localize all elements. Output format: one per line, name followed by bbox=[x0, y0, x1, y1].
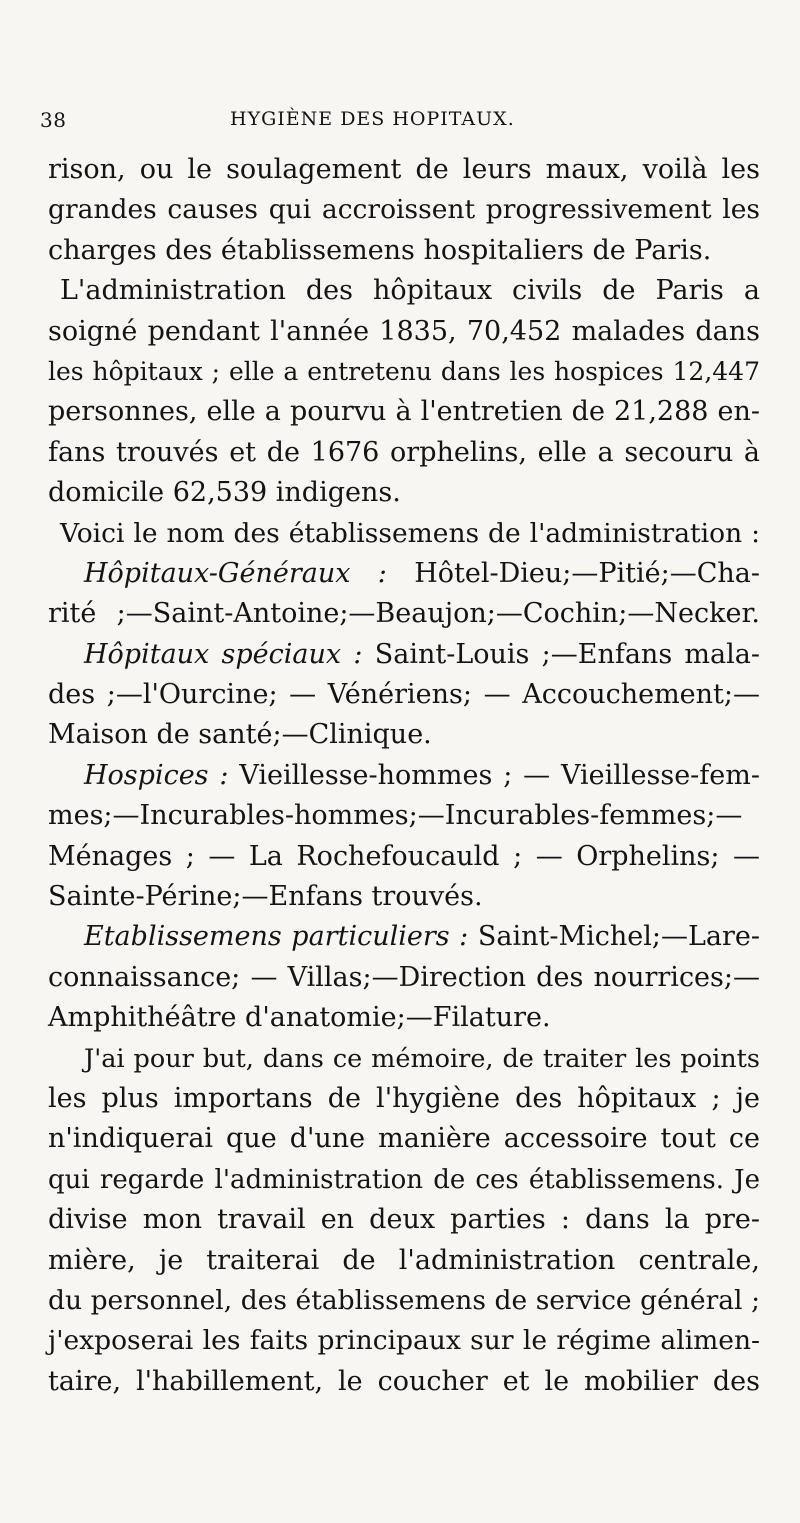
text-line bbox=[48, 554, 760, 594]
text-line bbox=[48, 635, 760, 675]
line-text: Saint-Louis ;—Enfans mala- bbox=[362, 638, 760, 670]
text-line bbox=[48, 756, 760, 796]
line-text: Hôtel-Dieu;—Pitié;—Cha- bbox=[386, 557, 760, 589]
text-line: n'indiquerai que d'une manière accessoire tout ce bbox=[48, 1123, 760, 1155]
section-lead: Etablissemens particuliers : bbox=[84, 921, 469, 953]
text-line bbox=[48, 917, 760, 957]
text-line: L'administration des hôpitaux civils de Paris a bbox=[60, 275, 760, 307]
text-line: Maison de santé;—Clinique. bbox=[48, 719, 432, 751]
text-line: du personnel, des établissemens de service général ; bbox=[48, 1284, 760, 1316]
text-line: rité ;—Saint-Antoine;—Beaujon;—Cochin;—Necker. bbox=[48, 598, 760, 630]
text-line: connaissance; — Villas;—Direction des nourrices;— bbox=[48, 961, 760, 993]
page-number: 38 bbox=[40, 108, 67, 132]
page-header bbox=[40, 102, 760, 136]
text-line: taire, l'habillement, le coucher et le mobilier des bbox=[48, 1365, 760, 1397]
running-head: HYGIÈNE DES HOPITAUX. bbox=[230, 108, 515, 130]
text-line: J'ai pour but, dans ce mémoire, de traiter les points bbox=[84, 1043, 760, 1074]
text-line: domicile 62,539 indigens. bbox=[48, 477, 401, 509]
section-lead: Hôpitaux-Généraux : bbox=[84, 557, 387, 589]
section-lead: Hôpitaux spéciaux : bbox=[84, 638, 363, 670]
text-line: charges des établissemens hospitaliers de Paris. bbox=[48, 234, 712, 266]
line-text: Saint-Michel;—Lare- bbox=[468, 921, 760, 953]
text-line: j'exposerai les faits principaux sur le régime alimen- bbox=[48, 1325, 760, 1357]
text-line: les hôpitaux ; elle a entretenu dans les hospices 12,447 bbox=[48, 356, 760, 386]
text-line: grandes causes qui accroissent progressivement les bbox=[48, 194, 760, 226]
text-line: des ;—l'Ourcine; — Vénériens; — Accouchement;— bbox=[48, 679, 760, 711]
text-line: Ménages ; — La Rochefoucauld ; — Orphelins; — bbox=[48, 840, 760, 872]
text-line: fans trouvés et de 1676 orphelins, elle a secouru à bbox=[48, 436, 760, 468]
text-line: rison, ou le soulagement de leurs maux, voilà les bbox=[48, 154, 760, 185]
text-line: Voici le nom des établissemens de l'administration : bbox=[60, 517, 760, 549]
text-line: personnes, elle a pourvu à l'entretien de 21,288 en- bbox=[48, 396, 760, 428]
line-text: Vieillesse-hommes ; — Vieillesse-fem- bbox=[228, 759, 761, 791]
text-line: Amphithéâtre d'anatomie;—Filature. bbox=[48, 1002, 551, 1034]
text-line: mes;—Incurables-hommes;—Incurables-femmes;— bbox=[48, 800, 743, 832]
text-line: soigné pendant l'année 1835, 70,452 malades dans bbox=[48, 315, 760, 347]
text-line: divise mon travail en deux parties : dans la pre- bbox=[48, 1204, 760, 1236]
text-line: mière, je traiterai de l'administration centrale, bbox=[48, 1244, 760, 1276]
text-line: Sainte-Périne;—Enfans trouvés. bbox=[48, 881, 483, 913]
section-lead: Hospices : bbox=[84, 759, 229, 791]
text-line: qui regarde l'administration de ces établissemens. Je bbox=[48, 1164, 760, 1195]
text-line: les plus importans de l'hygiène des hôpitaux ; je bbox=[48, 1082, 760, 1114]
body-text bbox=[48, 150, 760, 1402]
